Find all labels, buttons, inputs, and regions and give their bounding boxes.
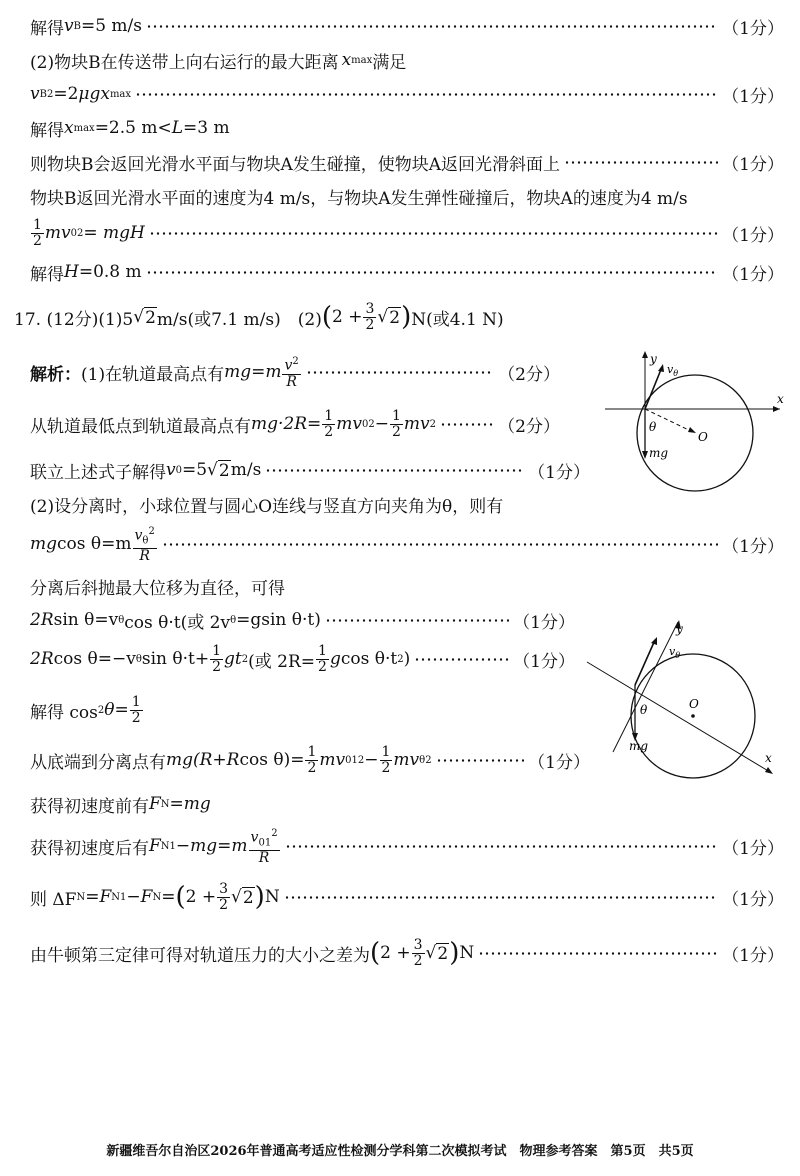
line-v0-result: 联立上述式子解得 v 0 =5 √ 2 m/s （1分） [30,453,590,487]
score-label: （1分） [513,612,575,633]
line-newton-third: 由牛顿第三定律可得对轨道压力的大小之差为 ( 2 + $\frac{3}{2}$ √ 2 ) N （1分） [30,936,784,969]
velocity-vector [635,640,655,685]
figure-separation-diagram [585,612,785,797]
line-top-point: 解析： (1)在轨道最高点有 mg=m $\frac{v^2}{R}$ （2分） [30,356,560,390]
score-label: （2分） [498,364,560,385]
score-label: （1分） [722,154,784,175]
line-bottom-to-top: 从轨道最低点到轨道最高点有 mg·2R= $\frac{1}{2}$ mv 0 2 − $\frac{1}{2}$ mv 2 （2分） [30,407,560,440]
score-label: （1分） [528,462,590,483]
leader-dots [414,658,509,661]
line-xmax-intro: (2)物块B在传送带上向右运行的最大距离 x max 满足 [30,50,407,73]
y-axis-arrow-icon [642,351,648,358]
velocity-arrow-icon [658,364,664,372]
figure-top-point-diagram [600,345,785,505]
line-delta-fn: 则 ΔF N =F N1 −F N = ( 2 + $\frac{3}{2}$ √ 2 ) N （1分） [30,880,784,913]
line-collision: 则物块B会返回光滑水平面与物块A发生碰撞，使物块A返回光滑斜面上 （1分） [30,145,784,179]
line-vb-result: 解得 v B =5 m/s （1分） [30,9,784,43]
x-label: x [777,392,784,406]
leader-dots [325,619,509,622]
question-17-answer: 17. (12分)(1)5 √ 2 m/s(或7.1 m/s) (2) ( 2 + $\frac{3}{2}$ √ 2 ) N(或4.1 N) [14,300,504,333]
leader-dots [285,845,719,848]
leader-dots [306,371,494,374]
leader-dots [284,896,718,899]
y-label: y [676,622,683,636]
score-label: （1分） [528,752,590,773]
theta-label: θ [640,703,648,717]
line-xmax-result: 解得 x max =2.5 m< L =3 m [30,118,230,141]
center-label: O [698,430,708,444]
line-projectile-intro: 分离后斜抛最大位移为直径，可得 [30,578,285,599]
velocity-label: $v_\theta$ [667,363,679,378]
score-label: （1分） [722,18,784,39]
leader-dots [265,469,524,472]
leader-dots [146,271,719,274]
y-axis [613,622,681,752]
y-label: y [650,352,657,366]
score-label: （1分） [722,536,784,557]
line-energy-equation: $\frac{1}{2}$ mv 0 2 = mgH （1分） [33,216,784,249]
center-label: O [689,697,699,711]
score-label: （1分） [722,264,784,285]
score-label: （1分） [722,889,784,910]
line-energy-separation: 从底端到分离点有 mg(R+R cos θ)= $\frac{1}{2}$ mv 01 2 − $\frac{1}{2}$ mv θ 2 （1分） [30,743,590,776]
line-fn-before: 获得初速度前有 F N =mg [30,794,211,817]
page-footer: 新疆维吾尔自治区2026年普通高考适应性检测分学科第二次模拟考试 物理参考答案 第5页 共5页 [106,1144,694,1159]
x-label: x [765,751,772,765]
leader-dots [146,25,718,28]
center-point [691,714,695,718]
x-axis-arrow-icon [773,406,780,412]
leader-dots [440,423,494,426]
gravity-label: mg [649,446,669,460]
gravity-label: mg [629,739,649,753]
line-fn-after: 获得初速度后有 F N1 −mg=m $\frac{v_{01}^2}{R}$ （1分） [30,827,784,867]
line-separation-equation: mg cos θ=m $\frac{v_\theta^2}{R}$ （1分） [30,525,784,565]
leader-dots [135,93,718,96]
leader-dots [162,543,718,546]
velocity-arrow-icon [651,637,657,645]
score-label: （1分） [722,945,784,966]
leader-dots [564,161,718,164]
score-label: （1分） [722,225,784,246]
line-velocity-statement: 物块B返回光滑水平面的速度为4 m/s，与物块A发生弹性碰撞后，物块A的速度为4 m/s [30,188,688,209]
velocity-vector [645,367,662,409]
leader-dots [436,759,525,762]
score-label: （1分） [722,838,784,859]
line-separation-setup: (2)设分离时，小球位置与圆心O连线与竖直方向夹角为θ，则有 [30,496,504,517]
line-h-result: 解得 H =0.8 m （1分） [30,255,784,289]
score-label: （2分） [498,416,560,437]
line-projectile-y: 2R cos θ=−v θ sin θ·t+ $\frac{1}{2}$ gt 2 (或 2R= $\frac{1}{2}$ g cos θ·t 2 ) （1分） [30,642,575,675]
score-label: （1分） [722,86,784,107]
leader-dots [478,952,718,955]
leader-dots [149,232,718,235]
score-label: （1分） [513,651,575,672]
line-cos-result: 解得 cos 2 θ= $\frac{1}{2}$ [30,693,141,726]
x-axis-arrow-icon [765,767,773,774]
velocity-label: $v_\theta$ [669,645,681,660]
theta-label: θ [649,420,657,434]
line-xmax-equation: v B 2 =2 μgx max （1分） [30,77,784,111]
line-projectile-x: 2R sin θ=v θ cos θ·t(或 2v θ =g sin θ·t) （1分） [30,603,575,637]
radius-arrow-icon [688,427,696,433]
